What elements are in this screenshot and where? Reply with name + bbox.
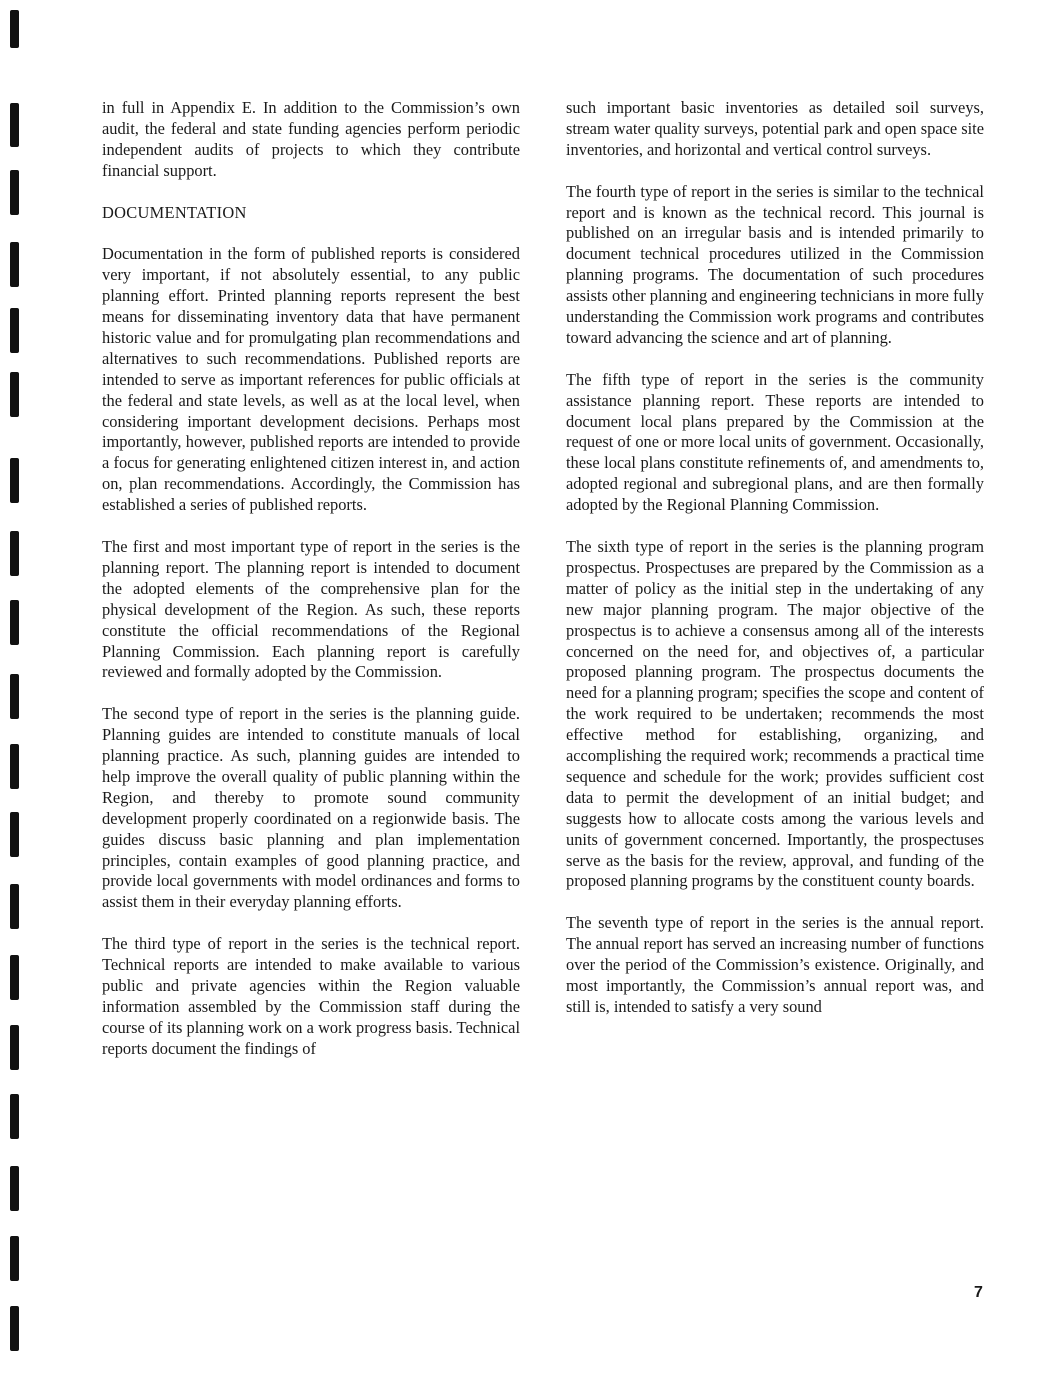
binding-hole: [10, 10, 19, 48]
binding-hole: [10, 242, 19, 287]
binding-hole: [10, 458, 19, 503]
binding-hole: [10, 674, 19, 719]
binding-hole: [10, 1025, 19, 1070]
paragraph-technical-record: The fourth type of report in the series is similar to the technical report and is known as the technical record. This journal is published on an irregular basis and is intended primarily to document technical procedures utilized in the Commission planning programs. The documentation of such procedures assists other planning and engineering technicians in more fully understanding the Commission work programs and contributes toward advancing the science and art of planning.: [566, 181, 984, 347]
binding-hole: [10, 1236, 19, 1281]
binding-hole: [10, 170, 19, 215]
binding-hole: [10, 372, 19, 417]
paragraph-annual-report: The seventh type of report in the series is the annual report. The annual report has served an increasing number of functions over the period of the Commission’s existence. Originally, and most importantly, the Commission’s annual report was, and still is, intended to satisfy a very sound: [566, 913, 984, 1016]
paragraph-planning-guide: The second type of report in the series is the planning guide. Planning guides are intended to constitute manuals of local planning practice. As such, planning guides are intended to help improve the overall quality of public planning within the Region, and thereby to promote sound community development properly coordinated on a regionwide basis. The guides discuss basic planning and plan implementation principles, contain examples of good planning practice, and provide local governments with model ordinances and forms to assist them in their everyday planning efforts.: [102, 704, 520, 912]
binding-hole: [10, 103, 19, 147]
binding-hole: [10, 1166, 19, 1211]
paragraph-appendix-audit: in full in Appendix E. In addition to the Commission’s own audit, the federal and state funding agencies perform periodic independent audits of projects to which they contribute financial support.: [102, 98, 520, 180]
binding-hole: [10, 1306, 19, 1351]
paragraph-technical-report: The third type of report in the series is the technical report. Technical reports are intended to make available to various public and private agencies within the Region valuable information assembled by the Commission staff during the course of its planning work on a work progress basis. Technical reports document the findings of: [102, 934, 520, 1058]
binding-hole: [10, 884, 19, 929]
binding-hole: [10, 955, 19, 1000]
section-heading-documentation: DOCUMENTATION: [102, 202, 247, 222]
right-column: [566, 98, 984, 1039]
binding-holes: [10, 0, 24, 1380]
left-column: [102, 98, 520, 1081]
paragraph-documentation-intro: Documentation in the form of published reports is considered very important, if not absolutely essential, to any public planning effort. Printed planning reports represent the best means for disseminating inventory data that have permanent historic value and for promulgating plan recommendations and alternatives to such recommendations. Published reports are intended to serve as important references for public officials at the federal and state levels, as well as at the local level, when considering important development decisions. Perhaps most importantly, however, published reports are intended to provide a focus for generating enlightened citizen interest in, and action on, plan recommendations. Accordingly, the Commission has established a series of published reports.: [102, 244, 520, 515]
binding-hole: [10, 1094, 19, 1139]
paragraph-prospectus: The sixth type of report in the series is the planning program prospectus. Prospectuses are prepared by the Commission as a matter of policy as the initial step in the undertaking of any new major planning program. The major objective of the prospectus is to achieve a consensus among all of the interests concerned on the need for, and objectives of, a particular proposed planning program. The prospectus documents the need for a planning program; specifies the scope and content of the work required to be undertaken; recommends the most effective method for establishing, organizing, and accomplishing the required work; recommends a practical time sequence and schedule for the work; provides sufficient cost data to permit the development of an initial budget; and suggests how to allocate costs among the various levels and units of government concerned. Importantly, the prospectuses serve as the basis for the review, approval, and funding of the proposed planning programs by the constituent county boards.: [566, 536, 984, 891]
paragraph-planning-report: The first and most important type of report in the series is the planning report. The planning report is intended to document the adopted elements of the comprehensive plan for the physical development of the Region. As such, these reports constitute the official recommendations of the Regional Planning Commission. Each planning report is carefully reviewed and formally adopted by the Commission.: [102, 536, 520, 682]
page-number: 7: [974, 1284, 983, 1301]
paragraph-community-assistance: The fifth type of report in the series is the community assistance planning report. These reports are intended to document local plans prepared by the Commission at the request of one or more local units of government. Occasionally, these local plans constitute refinements of, and amendments to, adopted regional and subregional plans, and are then formally adopted by the Regional Planning Commission.: [566, 369, 984, 515]
binding-hole: [10, 531, 19, 576]
binding-hole: [10, 308, 19, 353]
binding-hole: [10, 812, 19, 857]
binding-hole: [10, 744, 19, 789]
paragraph-inventories: such important basic inventories as detailed soil surveys, stream water quality surveys, potential park and open space site inventories, and horizontal and vertical control surveys.: [566, 98, 984, 159]
binding-hole: [10, 600, 19, 645]
